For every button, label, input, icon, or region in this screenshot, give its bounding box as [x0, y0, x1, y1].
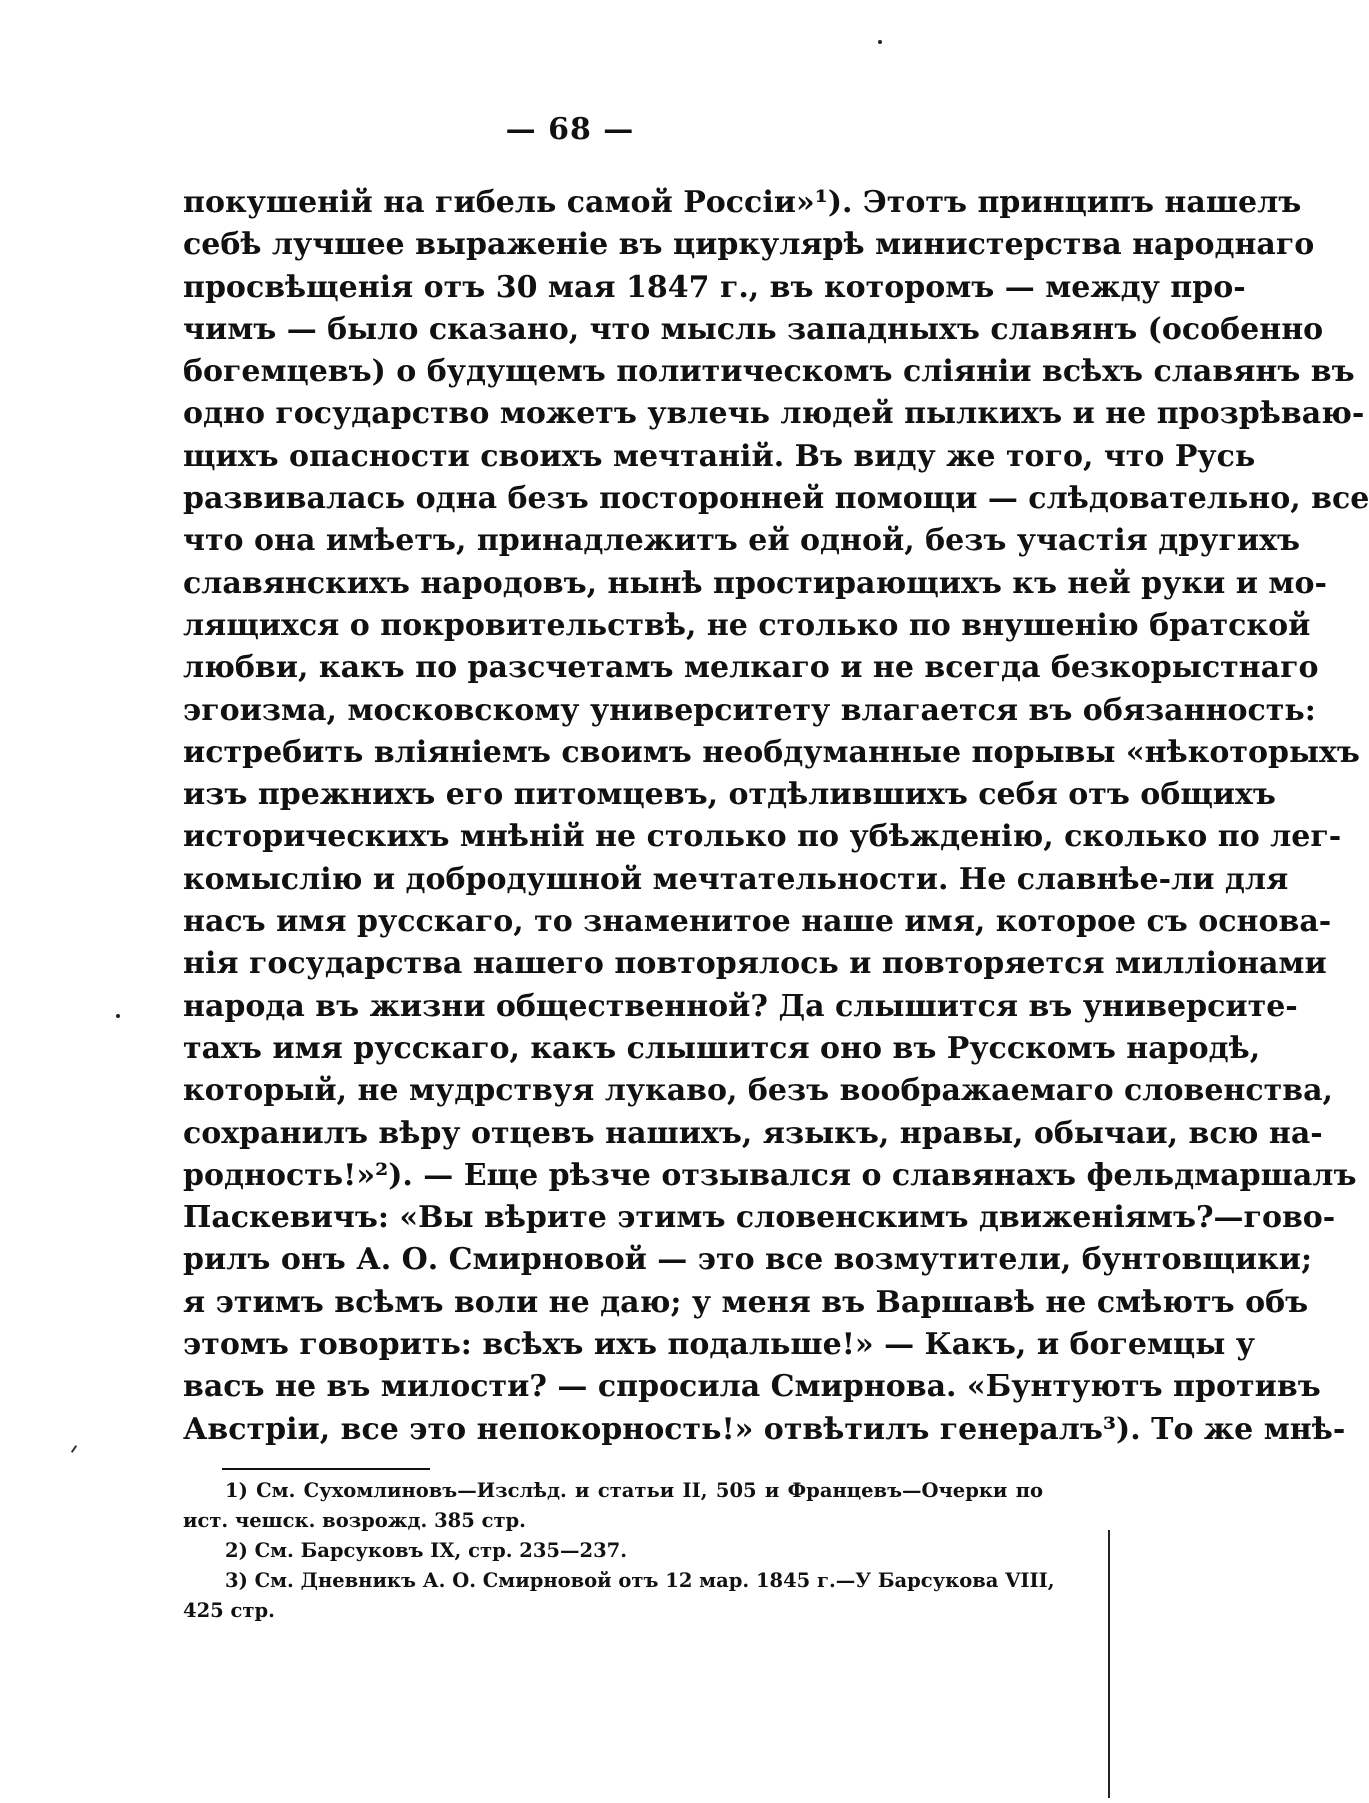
text-line: одно государство можетъ увлечь людей пылкихъ и не прозрѣваю-	[183, 396, 1365, 432]
page-edge-line	[1108, 1530, 1110, 1798]
text-line: себѣ лучшее выраженіе въ циркулярѣ министерства народнаго	[183, 227, 1315, 263]
footnote-3-line-1: 3) См. Дневникъ А. О. Смирновой отъ 12 мар. 1845 г.—У Барсукова VIII,	[225, 1569, 1055, 1592]
body-text	[183, 182, 1369, 1451]
text-line: васъ не въ милости? — спросила Смирнова. «Бунтуютъ противъ	[183, 1369, 1321, 1405]
text-line: изъ прежнихъ его питомцевъ, отдѣлившихъ себя отъ общихъ	[183, 777, 1276, 813]
text-line: народа въ жизни общественной? Да слышится въ университе-	[183, 988, 1298, 1024]
text-line: покушеній на гибель самой Россіи»¹). Этотъ принципъ нашелъ	[183, 185, 1302, 220]
text-line: истребить вліяніемъ своимъ необдуманные порывы «нѣкоторыхъ	[183, 734, 1360, 770]
text-line: комыслію и добродушной мечтательности. Не славнѣе-ли для	[183, 861, 1289, 897]
text-line: богемцевъ) о будущемъ политическомъ сліяніи всѣхъ славянъ въ	[183, 354, 1355, 390]
scan-speck	[116, 1014, 120, 1018]
text-line: славянскихъ народовъ, нынѣ простирающихъ къ ней руки и мо-	[183, 565, 1327, 601]
text-line: эгоизма, московскому университету влагается въ обязанность:	[183, 692, 1316, 728]
scan-speck	[878, 40, 882, 44]
text-line: который, не мудрствуя лукаво, безъ воображаемаго словенства,	[183, 1073, 1333, 1109]
footnote-divider	[222, 1468, 430, 1470]
footnote-1-line-1: 1) См. Сухомлиновъ—Изслѣд. и статьи II, 505 и Францевъ—Очерки по	[225, 1479, 1043, 1502]
text-line: этомъ говорить: всѣхъ ихъ подальше!» — Какъ, и богемцы у	[183, 1327, 1255, 1363]
text-line: любви, какъ по разсчетамъ мелкаго и не всегда безкорыстнаго	[183, 650, 1319, 686]
page-number: — 68 —	[505, 112, 635, 147]
footnotes	[183, 1476, 1055, 1626]
footnote-3-line-2: 425 стр.	[183, 1599, 275, 1622]
footnote-1-line-2: ист. чешск. возрожд. 385 стр.	[183, 1509, 526, 1532]
text-line: развивалась одна безъ посторонней помощи — слѣдовательно, все	[183, 481, 1369, 517]
text-line: щихъ опасности своихъ мечтаній. Въ виду же того, что Русь	[183, 438, 1256, 474]
text-line: нія государства нашего повторялось и повторяется милліонами	[183, 946, 1327, 982]
scan-mark	[71, 1445, 77, 1453]
text-line: историческихъ мнѣній не столько по убѣжденію, сколько по лег-	[183, 819, 1342, 855]
text-line: насъ имя русскаго, то знаменитое наше имя, которое съ основа-	[183, 904, 1332, 940]
footnote-2-line-1: 2) См. Барсуковъ IX, стр. 235—237.	[225, 1539, 627, 1562]
text-line: Австріи, все это непокорность!» отвѣтилъ генералъ³). То же мнѣ-	[183, 1411, 1346, 1447]
text-line: что она имѣетъ, принадлежитъ ей одной, безъ участія другихъ	[183, 523, 1301, 559]
text-line: чимъ — было сказано, что мысль западныхъ славянъ (особенно	[183, 311, 1324, 347]
text-line: родность!»²). — Еще рѣзче отзывался о славянахъ фельдмаршалъ	[183, 1157, 1357, 1193]
text-line: Паскевичъ: «Вы вѣрите этимъ словенскимъ движеніямъ?—гово-	[183, 1200, 1336, 1236]
text-line: рилъ онъ А. О. Смирновой — это все возмутители, бунтовщики;	[183, 1242, 1313, 1278]
text-line: я этимъ всѣмъ воли не даю; у меня въ Варшавѣ не смѣютъ объ	[183, 1284, 1309, 1320]
text-line: просвѣщенія отъ 30 мая 1847 г., въ которомъ — между про-	[183, 269, 1246, 305]
text-line: тахъ имя русскаго, какъ слышится оно въ Русскомъ народѣ,	[183, 1030, 1261, 1066]
text-line: лящихся о покровительствѣ, не столько по внушенію братской	[183, 607, 1311, 643]
text-line: сохранилъ вѣру отцевъ нашихъ, языкъ, нравы, обычаи, всю на-	[183, 1115, 1323, 1151]
